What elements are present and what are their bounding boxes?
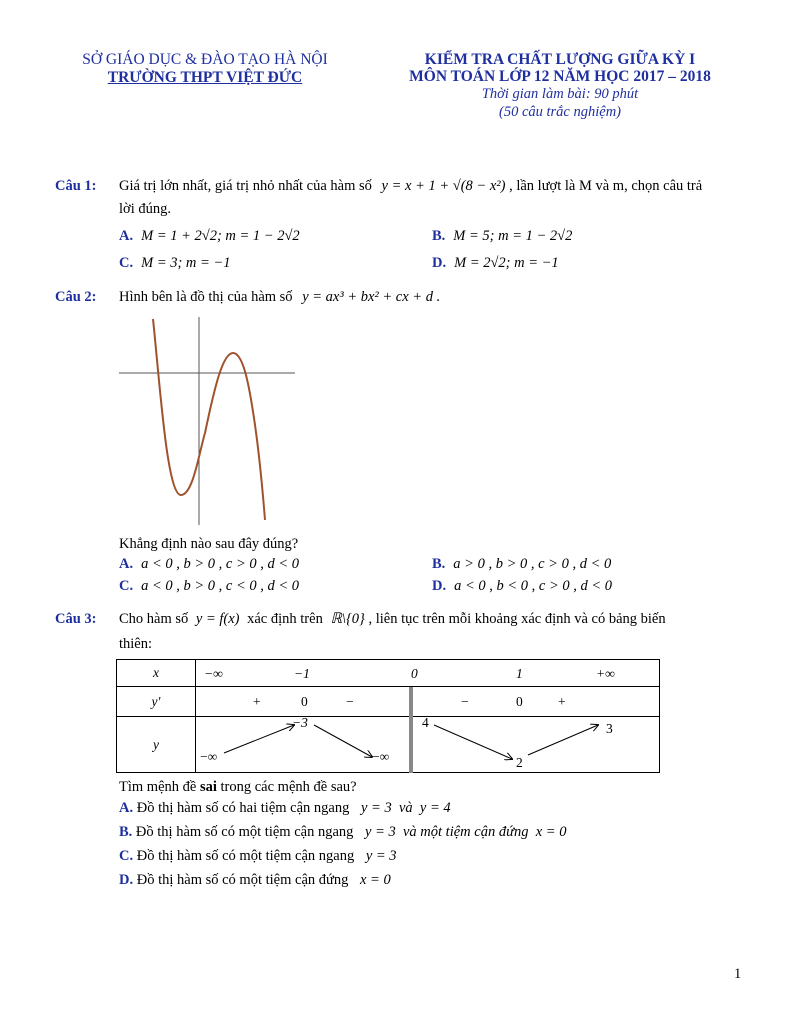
q3-option-c-math: y = 3 <box>365 848 397 864</box>
y-four: 4 <box>422 715 429 730</box>
q3-option-b-text: Đồ thị hàm số có một tiệm cận ngang <box>135 824 354 840</box>
q2-option-b-text: a > 0 , b > 0 , c > 0 , d < 0 <box>453 556 612 572</box>
q1-option-b-letter: B. <box>432 228 446 244</box>
q3-text <box>119 611 666 628</box>
q3-option-a-text: Đồ thị hàm số có hai tiệm cận ngang <box>136 800 350 816</box>
table-yp-label: y' <box>117 687 196 717</box>
q1-text-b: , lần lượt là M và m, chọn câu trả <box>509 178 703 194</box>
q1-option-a-letter: A. <box>119 228 134 244</box>
q3-option-a[interactable] <box>119 800 451 817</box>
x-one: 1 <box>516 666 523 681</box>
q2-option-b-letter: B. <box>432 556 446 572</box>
q2-option-d-text: a < 0 , b < 0 , c > 0 , d < 0 <box>454 578 613 594</box>
q3-option-a-letter: A. <box>119 800 134 816</box>
y-neg-inf-mid: −∞ <box>372 749 390 764</box>
q3-text-c: , liên tục trên mỗi khoảng xác định và có bảng biến <box>368 611 666 627</box>
q2-option-c-text: a < 0 , b > 0 , c < 0 , d < 0 <box>141 578 300 594</box>
arrow-down-2 <box>434 725 512 759</box>
school-department: SỞ GIÁO DỤC & ĐÀO TẠO HÀ NỘI <box>82 51 328 68</box>
q2-option-b[interactable] <box>432 555 611 573</box>
x-neg-inf: −∞ <box>204 666 223 681</box>
table-y-label: y <box>117 717 196 773</box>
yp-sign-3: − <box>461 694 469 709</box>
exam-question-count: (50 câu trắc nghiệm) <box>498 104 621 120</box>
q1-option-b[interactable] <box>432 227 572 245</box>
arrow-down-1 <box>314 725 372 757</box>
q3-option-b-math: y = 3 và một tiệm cận đứng x = 0 <box>365 824 567 840</box>
y-two: 2 <box>516 755 523 770</box>
q1-option-d[interactable] <box>432 254 559 272</box>
arrow-up-2 <box>528 725 598 755</box>
yp-sign-4: + <box>558 694 566 709</box>
x-pos-inf: +∞ <box>596 666 615 681</box>
variation-table <box>116 659 660 773</box>
q1-option-d-text: M = 2√2; m = −1 <box>454 255 559 271</box>
graph-curve <box>153 319 265 520</box>
q3-option-c-text: Đồ thị hàm số có một tiệm cận ngang <box>136 848 355 864</box>
yp-zero-2: 0 <box>516 694 523 709</box>
yp-double-bar <box>409 687 413 717</box>
q3-option-d[interactable] <box>119 872 391 889</box>
table-yp-row <box>196 687 660 717</box>
q1-option-a-text: M = 1 + 2√2; m = 1 − 2√2 <box>141 228 300 244</box>
q2-option-c-letter: C. <box>119 578 134 594</box>
q2-text <box>119 289 440 306</box>
exam-title: KIỂM TRA CHẤT LƯỢNG GIỮA KỲ I <box>424 51 696 68</box>
q3-label: Câu 3: <box>55 611 97 627</box>
q2-option-a-letter: A. <box>119 556 134 572</box>
q1-option-c[interactable] <box>119 254 230 272</box>
yp-zero-1: 0 <box>301 694 308 709</box>
q3-option-d-letter: D. <box>119 872 134 888</box>
q3-function: y = f(x) <box>195 611 240 627</box>
q1-text-a: Giá trị lớn nhất, giá trị nhỏ nhất của hàm số <box>119 178 372 194</box>
q2-option-d[interactable] <box>432 577 612 595</box>
y-neg-inf-left: −∞ <box>200 749 218 764</box>
q3-option-a-math: y = 3 và y = 4 <box>360 800 451 816</box>
q3-question-a: Tìm mệnh đề <box>119 779 197 795</box>
q1-function: y = x + 1 + √(8 − x²) <box>381 178 506 194</box>
q3-option-b[interactable] <box>119 824 566 841</box>
q1-option-c-text: M = 3; m = −1 <box>141 255 231 271</box>
q3-option-d-math: x = 0 <box>360 872 391 888</box>
q3-domain: ℝ\{0} <box>330 611 365 627</box>
q1-option-a[interactable] <box>119 227 300 245</box>
q3-option-c-letter: C. <box>119 848 134 864</box>
q1-option-d-letter: D. <box>432 255 447 271</box>
y-neg-three: −3 <box>292 715 308 730</box>
q1-text-cont: lời đúng. <box>119 201 171 217</box>
q2-option-c[interactable] <box>119 577 299 595</box>
q1-option-c-letter: C. <box>119 255 134 271</box>
q2-option-d-letter: D. <box>432 578 447 594</box>
q3-option-d-text: Đồ thị hàm số có một tiệm cận đứng <box>136 872 349 888</box>
school-name: TRƯỜNG THPT VIỆT ĐỨC <box>107 69 303 86</box>
q3-question-bold: sai <box>199 779 217 795</box>
q3-text-cont: thiên: <box>119 636 153 652</box>
cubic-graph <box>115 315 315 530</box>
table-x-label: x <box>117 660 196 687</box>
q3-question-b: trong các mệnh đề sau? <box>220 779 357 795</box>
q3-option-b-letter: B. <box>119 824 133 840</box>
table-y-row <box>196 717 660 773</box>
yp-sign-1: + <box>253 694 261 709</box>
q3-option-c[interactable] <box>119 848 397 865</box>
yp-sign-2: − <box>346 694 354 709</box>
q2-text-a: Hình bên là đồ thị của hàm số <box>119 289 293 305</box>
exam-subject: MÔN TOÁN LỚP 12 NĂM HỌC 2017 – 2018 <box>409 68 711 85</box>
q2-function: y = ax³ + bx² + cx + d . <box>302 289 441 305</box>
variation-arrows <box>196 717 626 773</box>
q2-option-a-text: a < 0 , b > 0 , c > 0 , d < 0 <box>141 556 300 572</box>
q1-option-b-text: M = 5; m = 1 − 2√2 <box>453 228 573 244</box>
x-neg-one: −1 <box>294 666 310 681</box>
q1-label: Câu 1: <box>55 178 97 194</box>
q3-text-a: Cho hàm số <box>119 611 189 627</box>
arrow-up-1 <box>224 725 294 753</box>
q3-question <box>119 779 357 796</box>
page-number: 1 <box>734 966 742 982</box>
q2-option-a[interactable] <box>119 555 299 573</box>
q3-text-b: xác định trên <box>247 611 323 627</box>
x-zero: 0 <box>411 666 418 681</box>
exam-duration: Thời gian làm bài: 90 phút <box>481 86 639 102</box>
q2-question: Khẳng định nào sau đây đúng? <box>119 536 299 552</box>
q2-label: Câu 2: <box>55 289 97 305</box>
table-x-row <box>196 660 660 687</box>
y-three: 3 <box>606 721 613 736</box>
q1-text <box>119 178 702 195</box>
